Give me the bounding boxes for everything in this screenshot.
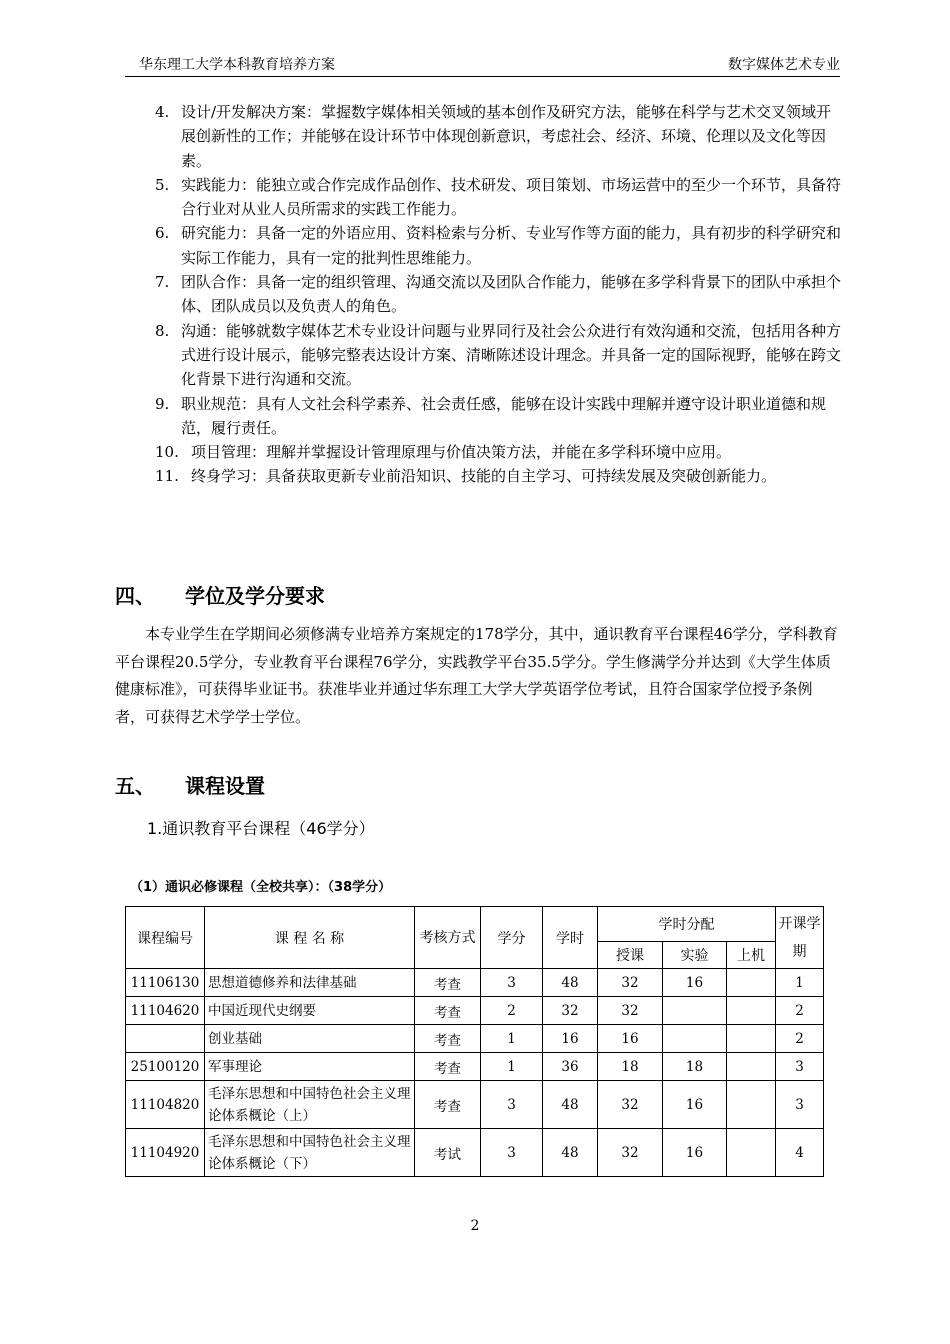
cell-code: 11104620 xyxy=(126,997,205,1025)
cell-hours: 32 xyxy=(543,997,598,1025)
cell-name: 毛泽东思想和中国特色社会主义理论体系概论（下） xyxy=(205,1129,415,1177)
list-item xyxy=(155,440,845,464)
header-exam: 考核方式 xyxy=(415,907,481,969)
list-item xyxy=(155,173,845,222)
list-item xyxy=(155,464,845,488)
list-item xyxy=(155,319,845,392)
table-row xyxy=(126,969,824,997)
cell-code: 11104820 xyxy=(126,1081,205,1129)
table-caption: （1）通识必修课程（全校共享）：（38学分） xyxy=(130,880,392,895)
item-text: 团队合作：具备一定的组织管理、沟通交流以及团队合作能力，能够在多学科背景下的团队中承担个体、团队成员以及负责人的角色。 xyxy=(181,273,842,316)
cell-lab xyxy=(663,997,727,1025)
cell-exam: 考查 xyxy=(415,1081,481,1129)
cell-computer xyxy=(727,1053,776,1081)
list-item xyxy=(155,221,845,270)
item-text: 终身学习：具备获取更新专业前沿知识、技能的自主学习、可持续发展及突破创新能力。 xyxy=(191,467,777,486)
cell-computer xyxy=(727,1025,776,1053)
cell-hours: 36 xyxy=(543,1053,598,1081)
cell-lab xyxy=(663,1025,727,1053)
ability-list xyxy=(155,100,845,489)
table-row xyxy=(126,1081,824,1129)
cell-hours: 48 xyxy=(543,1129,598,1177)
table-row xyxy=(126,1025,824,1053)
cell-exam: 考查 xyxy=(415,997,481,1025)
cell-lecture: 32 xyxy=(598,969,663,997)
cell-term: 3 xyxy=(776,1053,824,1081)
item-text: 项目管理：理解并掌握设计管理原理与价值决策方法，并能在多学科环境中应用。 xyxy=(191,443,732,462)
cell-computer xyxy=(727,997,776,1025)
cell-credit: 1 xyxy=(481,1025,543,1053)
header-hours: 学时 xyxy=(543,907,598,969)
item-number: 6. xyxy=(155,224,170,243)
cell-lecture: 16 xyxy=(598,1025,663,1053)
table-row xyxy=(126,1129,824,1177)
section-heading-degree xyxy=(115,580,325,609)
cell-code: 25100120 xyxy=(126,1053,205,1081)
item-number: 4. xyxy=(155,103,170,121)
section-number: 五、 xyxy=(115,774,155,798)
cell-lab: 16 xyxy=(663,969,727,997)
cell-exam: 考查 xyxy=(415,1053,481,1081)
cell-credit: 3 xyxy=(481,1081,543,1129)
cell-term: 2 xyxy=(776,997,824,1025)
item-text: 设计/开发解决方案：掌握数字媒体相关领域的基本创作及研究方法，能够在科学与艺术交叉领域开展创新性的工作；并能够在设计环节中体现创新意识，考虑社会、经济、环境、伦理以及文化等因素。 xyxy=(181,103,832,170)
cell-hours: 48 xyxy=(543,969,598,997)
cell-lecture: 32 xyxy=(598,1129,663,1177)
item-number: 8. xyxy=(155,321,170,340)
section-heading-courses xyxy=(115,770,265,799)
section-title: 学位及学分要求 xyxy=(185,584,325,608)
cell-lecture: 18 xyxy=(598,1053,663,1081)
cell-lab: 18 xyxy=(663,1053,727,1081)
item-number: 9. xyxy=(155,394,170,413)
header-left-title: 华东理工大学本科教育培养方案 xyxy=(139,57,335,73)
cell-lecture: 32 xyxy=(598,997,663,1025)
page-number: 2 xyxy=(470,1218,480,1234)
list-item xyxy=(155,270,845,319)
item-number: 7. xyxy=(155,273,170,292)
header-name: 课 程 名 称 xyxy=(205,907,415,969)
cell-name: 军事理论 xyxy=(205,1053,415,1081)
cell-term: 4 xyxy=(776,1129,824,1177)
cell-lab: 16 xyxy=(663,1081,727,1129)
cell-hours: 48 xyxy=(543,1081,598,1129)
item-number: 10. xyxy=(155,443,179,462)
header-lecture: 授课 xyxy=(598,942,663,969)
cell-computer xyxy=(727,969,776,997)
section-number: 四、 xyxy=(115,584,155,608)
item-text: 实践能力：能独立或合作完成作品创作、技术研发、项目策划、市场运营中的至少一个环节，具备符合行业对从业人员所需求的实践工作能力。 xyxy=(181,175,842,219)
table-row xyxy=(126,997,824,1025)
cell-term: 1 xyxy=(776,969,824,997)
cell-name: 毛泽东思想和中国特色社会主义理论体系概论（上） xyxy=(205,1081,415,1129)
list-item xyxy=(155,392,845,441)
cell-credit: 3 xyxy=(481,1129,543,1177)
cell-credit: 1 xyxy=(481,1053,543,1081)
header-lab: 实验 xyxy=(663,942,727,969)
cell-lab: 16 xyxy=(663,1129,727,1177)
cell-term: 2 xyxy=(776,1025,824,1053)
degree-requirements-paragraph: 本专业学生在学期间必须修满专业培养方案规定的178学分，其中，通识教育平台课程46学分，学科教育平台课程20.5学分，专业教育平台课程76学分，实践教学平台35.5学分。学生修满学分并达到《大学生体质健康标准》，可获得毕业证书。获准毕业并通过华东理工大学大学英语学位考试，且符合国家学位授予条例者，可获得艺术学学士学位。 xyxy=(115,625,838,727)
item-number: 11. xyxy=(155,467,179,486)
cell-hours: 16 xyxy=(543,1025,598,1053)
cell-computer xyxy=(727,1129,776,1177)
section-title: 课程设置 xyxy=(185,774,265,798)
page-header xyxy=(125,52,840,77)
cell-credit: 2 xyxy=(481,997,543,1025)
cell-name: 创业基础 xyxy=(205,1025,415,1053)
item-text: 研究能力：具备一定的外语应用、资料检索与分析、专业写作等方面的能力，具有初步的科学研究和实际工作能力，具有一定的批判性思维能力。 xyxy=(181,224,842,267)
item-text: 沟通：能够就数字媒体艺术专业设计问题与业界同行及社会公众进行有效沟通和交流，包括用各种方式进行设计展示，能够完整表达设计方案、清晰陈述设计理念。并具备一定的国际视野，能够在跨文化背景下进行沟通和交流。 xyxy=(181,321,842,389)
header-right-title: 数字媒体艺术专业 xyxy=(728,57,840,73)
cell-code xyxy=(126,1025,205,1053)
cell-code: 11106130 xyxy=(126,969,205,997)
header-code: 课程编号 xyxy=(126,907,205,969)
cell-credit: 3 xyxy=(481,969,543,997)
cell-exam: 考试 xyxy=(415,1129,481,1177)
cell-exam: 考查 xyxy=(415,969,481,997)
subsection-heading: 1.通识教育平台课程（46学分） xyxy=(147,819,375,838)
list-item xyxy=(155,100,845,173)
item-number: 5. xyxy=(155,175,170,194)
cell-exam: 考查 xyxy=(415,1025,481,1053)
header-term: 开课学期 xyxy=(776,907,824,969)
header-computer: 上机 xyxy=(727,942,776,969)
cell-computer xyxy=(727,1081,776,1129)
cell-lecture: 32 xyxy=(598,1081,663,1129)
table-row xyxy=(126,1053,824,1081)
cell-term: 3 xyxy=(776,1081,824,1129)
cell-name: 思想道德修养和法律基础 xyxy=(205,969,415,997)
item-text: 职业规范：具有人文社会科学素养、社会责任感，能够在设计实践中理解并遵守设计职业道德和规范，履行责任。 xyxy=(181,394,827,437)
course-table xyxy=(125,906,824,1177)
cell-name: 中国近现代史纲要 xyxy=(205,997,415,1025)
header-hour-distribution: 学时分配 xyxy=(598,907,776,942)
cell-code: 11104920 xyxy=(126,1129,205,1177)
header-credit: 学分 xyxy=(481,907,543,969)
